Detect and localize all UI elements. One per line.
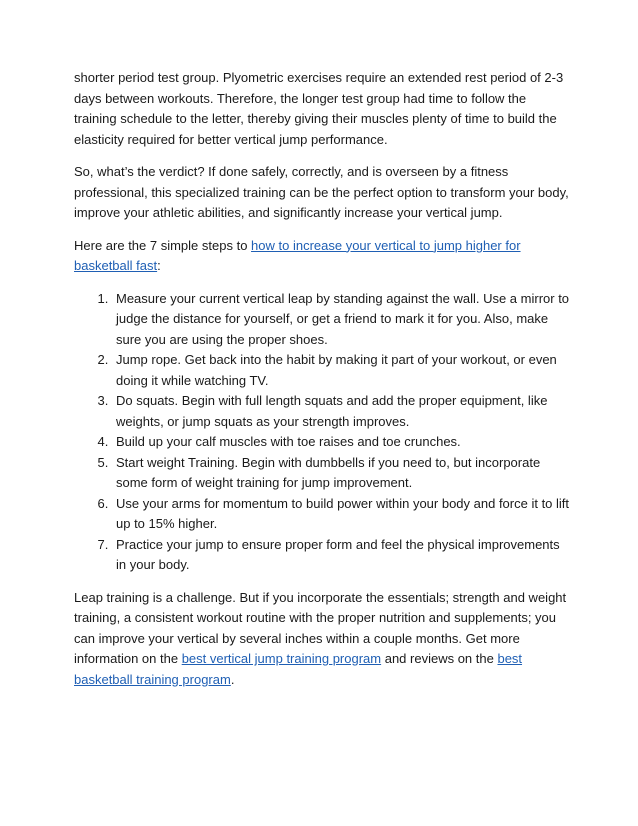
basketball-program-link[interactable]: best basketball training program <box>74 651 523 687</box>
steps-list <box>74 289 570 576</box>
list-item: 2. Jump rope. Get back into the habit by making it part of your workout, or even doing it while watching TV. <box>112 350 570 391</box>
list-item: 1. Measure your current vertical leap by standing against the wall. Use a mirror to judge the distance for yourself, or get a friend to mark it for you. Also, make sure you are using the proper shoes. <box>112 289 570 351</box>
vertical-jump-program-link[interactable]: best vertical jump training program <box>181 651 382 666</box>
steps-intro-text: Here are the 7 simple steps to <box>74 237 252 253</box>
paragraph-verdict: So, what’s the verdict? If done safely, correctly, and is overseen by a fitness professional, this specialized training can be the perfect option to transform your body, improve your athletic abilities, and significantly increase your vertical jump. <box>74 164 569 220</box>
paragraph-conclusion <box>74 588 570 691</box>
list-item: 6. Use your arms for momentum to build power within your body and force it to lift up to 15% higher. <box>112 494 570 535</box>
paragraph-steps-intro <box>74 236 570 277</box>
conclusion-text: Leap training is a challenge. But if you incorporate the essentials; strength and weight training, a consistent workout routine with the proper nutrition and supplements; you can improve your vertical by several inches within a couple months. Get more information on the <box>74 589 567 666</box>
increase-vertical-link[interactable]: how to increase your vertical to jump higher for basketball fast <box>74 237 521 273</box>
steps-intro-colon: : <box>157 258 161 273</box>
list-item: 4. Build up your calf muscles with toe raises and toe crunches. <box>112 432 570 453</box>
paragraph-plyometric-rest: shorter period test group. Plyometric exercises require an extended rest period of 2-3 days between workouts. Therefore, the longer test group had time to follow the training schedule to the letter, thereby giving their muscles plenty of time to build the elasticity required for better vertical jump performance. <box>74 70 564 147</box>
list-item: 5. Start weight Training. Begin with dumbbells if you need to, but incorporate some form of weight training for jump improvement. <box>112 453 570 494</box>
list-item: 7. Practice your jump to ensure proper form and feel the physical improvements in your body. <box>112 535 570 576</box>
conclusion-period: . <box>230 671 235 687</box>
conclusion-middle-text: and reviews on the <box>381 651 498 666</box>
list-item: 3. Do squats. Begin with full length squats and add the proper equipment, like weights, or jump squats as your strength improves. <box>112 391 570 432</box>
